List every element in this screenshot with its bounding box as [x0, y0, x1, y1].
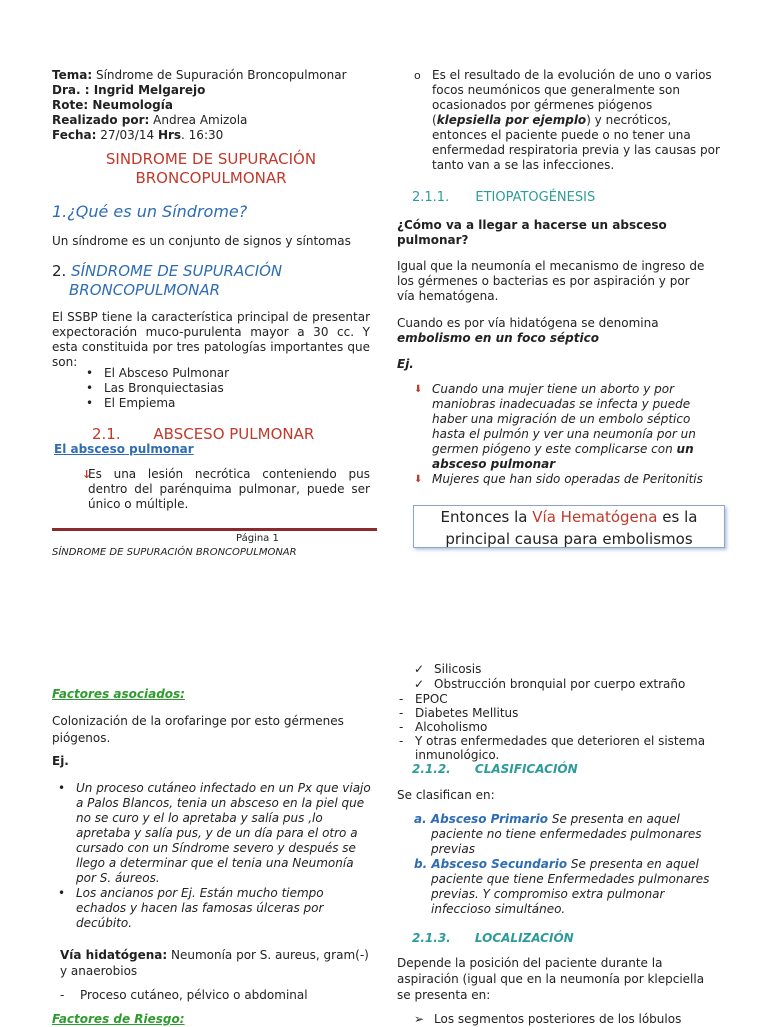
- section212-heading: [412, 762, 578, 777]
- hrs-label: Hrs: [157, 128, 182, 142]
- realizado-label: Realizado por:: [52, 113, 150, 127]
- class-a-label: a. Absceso Primario: [414, 812, 549, 826]
- fecha-value: 27/03/14: [96, 128, 158, 142]
- ingreso-text: Igual que la neumonía el mecanismo de ingreso de los gérmenes o bacterias es por aspiración y por vía hematógena.: [397, 259, 705, 303]
- question-text: ¿Cómo va a llegar a hacerse un absceso pulmonar?: [397, 218, 667, 247]
- rote-line: Rote: Neumología: [52, 98, 173, 112]
- section211-title: ETIOPATOGÉNESIS: [475, 190, 596, 205]
- right-item-b: klepsiella por ejemplo: [436, 113, 587, 127]
- clasifican-text: Se clasifican en:: [397, 788, 495, 802]
- dash-list-right: [397, 692, 713, 762]
- riesgo-heading: Factores de Riesgo:: [52, 1012, 185, 1026]
- class-a: [414, 812, 714, 857]
- via-value: Neumonía por S. aureus, gram(-) y anaerobios: [60, 948, 369, 978]
- main-title-line2: BRONCOPULMONAR: [135, 169, 287, 187]
- class-a-text: Se presenta en aquel paciente no tiene enfermedades pulmonares previas: [431, 812, 702, 856]
- section213-heading: [412, 931, 574, 946]
- absceso-subheading: El absceso pulmonar: [54, 442, 194, 456]
- ej-item2: Mujeres que han sido operadas de Peritonitis: [432, 472, 703, 486]
- dra-line: Dra. : Ingrid Melgarejo: [52, 83, 206, 97]
- ej-list-2: [54, 781, 372, 931]
- right-intro-list: [410, 68, 720, 173]
- section2-heading-line2: BRONCOPULMONAR: [69, 281, 221, 299]
- section213-title: LOCALIZACIÓN: [474, 931, 574, 945]
- list-item: - Diabetes Mellitus: [397, 706, 713, 720]
- via-label: Vía hidatógena:: [60, 948, 168, 962]
- section21-title: ABSCESO PULMONAR: [153, 425, 315, 443]
- section1-text: Un síndrome es un conjunto de signos y síntomas: [52, 234, 351, 248]
- ej-label-2: Ej.: [52, 754, 69, 768]
- right-item-c: ) y necróticos, entonces el paciente puede o no tener una enfermedad respiratoria previa y las causas por tanto van a se las infecciones.: [432, 113, 720, 172]
- list-item: ✓ Obstrucción bronquial por cuerpo extraño: [412, 677, 712, 692]
- class-list: [414, 812, 714, 917]
- section2-list: [82, 366, 362, 411]
- hrs-value: . 16:30: [181, 128, 224, 142]
- right-item-a: Es el resultado de la evolución de uno o varios focos neumónicos que generalmente son ocasionados por gérmenes piógenos (: [432, 68, 712, 127]
- list-item: • Los ancianos por Ej. Están mucho tiempo echados y hacen las famosas úlceras por decúbito.: [54, 886, 372, 931]
- main-title-line1: SINDROME DE SUPURACIÓN: [105, 150, 317, 168]
- ej-label: Ej.: [397, 357, 414, 371]
- section211-num: 2.1.1.: [412, 190, 450, 205]
- list-item: [412, 472, 708, 487]
- list-item: ➢ Los segmentos posteriores de los lóbulos: [412, 1012, 712, 1027]
- main-title: [52, 150, 370, 188]
- document-meta: [52, 68, 382, 143]
- colonizacion-text: Colonización de la orofaringe por esto gérmenes piógenos.: [52, 714, 344, 745]
- realizado-value: Andrea Amizola: [149, 113, 248, 127]
- embolismo-text: embolismo en un foco séptico: [397, 331, 599, 345]
- list-item: - Y otras enfermedades que deterioren el sistema inmunológico.: [397, 734, 713, 762]
- section2-heading-line1: SÍNDROME DE SUPURACIÓN: [71, 262, 283, 280]
- section2-num: 2.: [52, 262, 67, 280]
- list-item: ↓ Es una lesión necrótica conteniendo pus dentro del parénquima pulmonar, puede ser único o múltiple.: [66, 467, 370, 512]
- ej-item1-b: un absceso pulmonar: [432, 442, 694, 471]
- callout-c: es la principal causa para embolismos: [445, 508, 698, 548]
- list-item: ✓ Silicosis: [412, 662, 712, 677]
- bullet-arrow-icon: ⬇: [414, 474, 423, 485]
- arrow-list: [412, 1012, 712, 1027]
- ej-item1-a: Cuando una mujer tiene un aborto y por maniobras inadecuadas se infecta y puede haber una migración de un embolo séptico hasta el pulmón y ver una neumonía por un germen piógeno y este complicarse con: [432, 382, 696, 456]
- footer-title: SÍNDROME DE SUPURACIÓN BRONCOPULMONAR: [52, 547, 297, 558]
- list-item: - EPOC: [397, 692, 713, 706]
- class-b-label: b. Absceso Secundario: [414, 857, 568, 871]
- section212-num: 2.1.2.: [412, 762, 451, 776]
- list-item: - Proceso cutáneo, pélvico o abdominal: [58, 988, 370, 1003]
- bullet-arrow-icon: ⬇: [414, 384, 423, 395]
- list-item: [410, 68, 720, 173]
- section2-text: El SSBP tiene la característica principal de presentar expectoración muco-purulenta mayor a 30 cc. Y esta constituida por tres patologías importantes que son:: [52, 310, 370, 369]
- list-item: • Un proceso cutáneo infectado en un Px que viajo a Palos Blancos, tenia un absceso en la piel que no se curo y el lo apretaba y salía pus ,lo apretaba y salía pus, y de un día para el otro a cursado con un Síndrome severo y después se llego a determinar que el tenia una Neumonía por S. áureos.: [54, 781, 372, 886]
- section1-heading: 1.¿Qué es un Síndrome?: [52, 202, 248, 221]
- section21-num: 2.1.: [92, 425, 121, 443]
- class-b-text: Se presenta en aquel paciente que tiene Enfermedades pulmonares previas. Y compromiso extra pulmonar infeccioso simultáneo.: [431, 857, 710, 916]
- check-list: [412, 662, 712, 692]
- list-item: - Alcoholismo: [397, 720, 713, 734]
- factores-heading: Factores asociados:: [52, 687, 185, 701]
- class-b: [414, 857, 714, 917]
- callout-a: Entonces la: [440, 508, 533, 526]
- tema-label: Tema:: [52, 68, 93, 82]
- localizacion-text: Depende la posición del paciente durante la aspiración (igual que en la neumonía por klepciella se presenta en:: [397, 956, 705, 1002]
- list-item: • El Empiema: [82, 396, 362, 411]
- callout-b: Vía Hematógena: [532, 508, 658, 526]
- section211-heading: [412, 190, 595, 205]
- section2-heading: [52, 262, 372, 300]
- section212-title: CLASIFICACIÓN: [474, 762, 578, 776]
- ej-list: [412, 382, 708, 487]
- fecha-label: Fecha:: [52, 128, 97, 142]
- section213-num: 2.1.3.: [412, 931, 451, 945]
- list-item: [412, 382, 708, 472]
- list-item: • Las Bronquiectasias: [82, 381, 362, 396]
- absceso-list: [66, 467, 370, 512]
- dash-list-left: [58, 988, 370, 1003]
- callout-box: [413, 505, 725, 548]
- via-text: [60, 947, 372, 979]
- tema-value: Síndrome de Supuración Broncopulmonar: [92, 68, 347, 82]
- list-item: • El Absceso Pulmonar: [82, 366, 362, 381]
- footer-rule: [52, 528, 377, 531]
- hidatogena-text: Cuando es por vía hidatógena se denomina: [397, 316, 659, 330]
- footer-page: Página 1: [236, 533, 279, 544]
